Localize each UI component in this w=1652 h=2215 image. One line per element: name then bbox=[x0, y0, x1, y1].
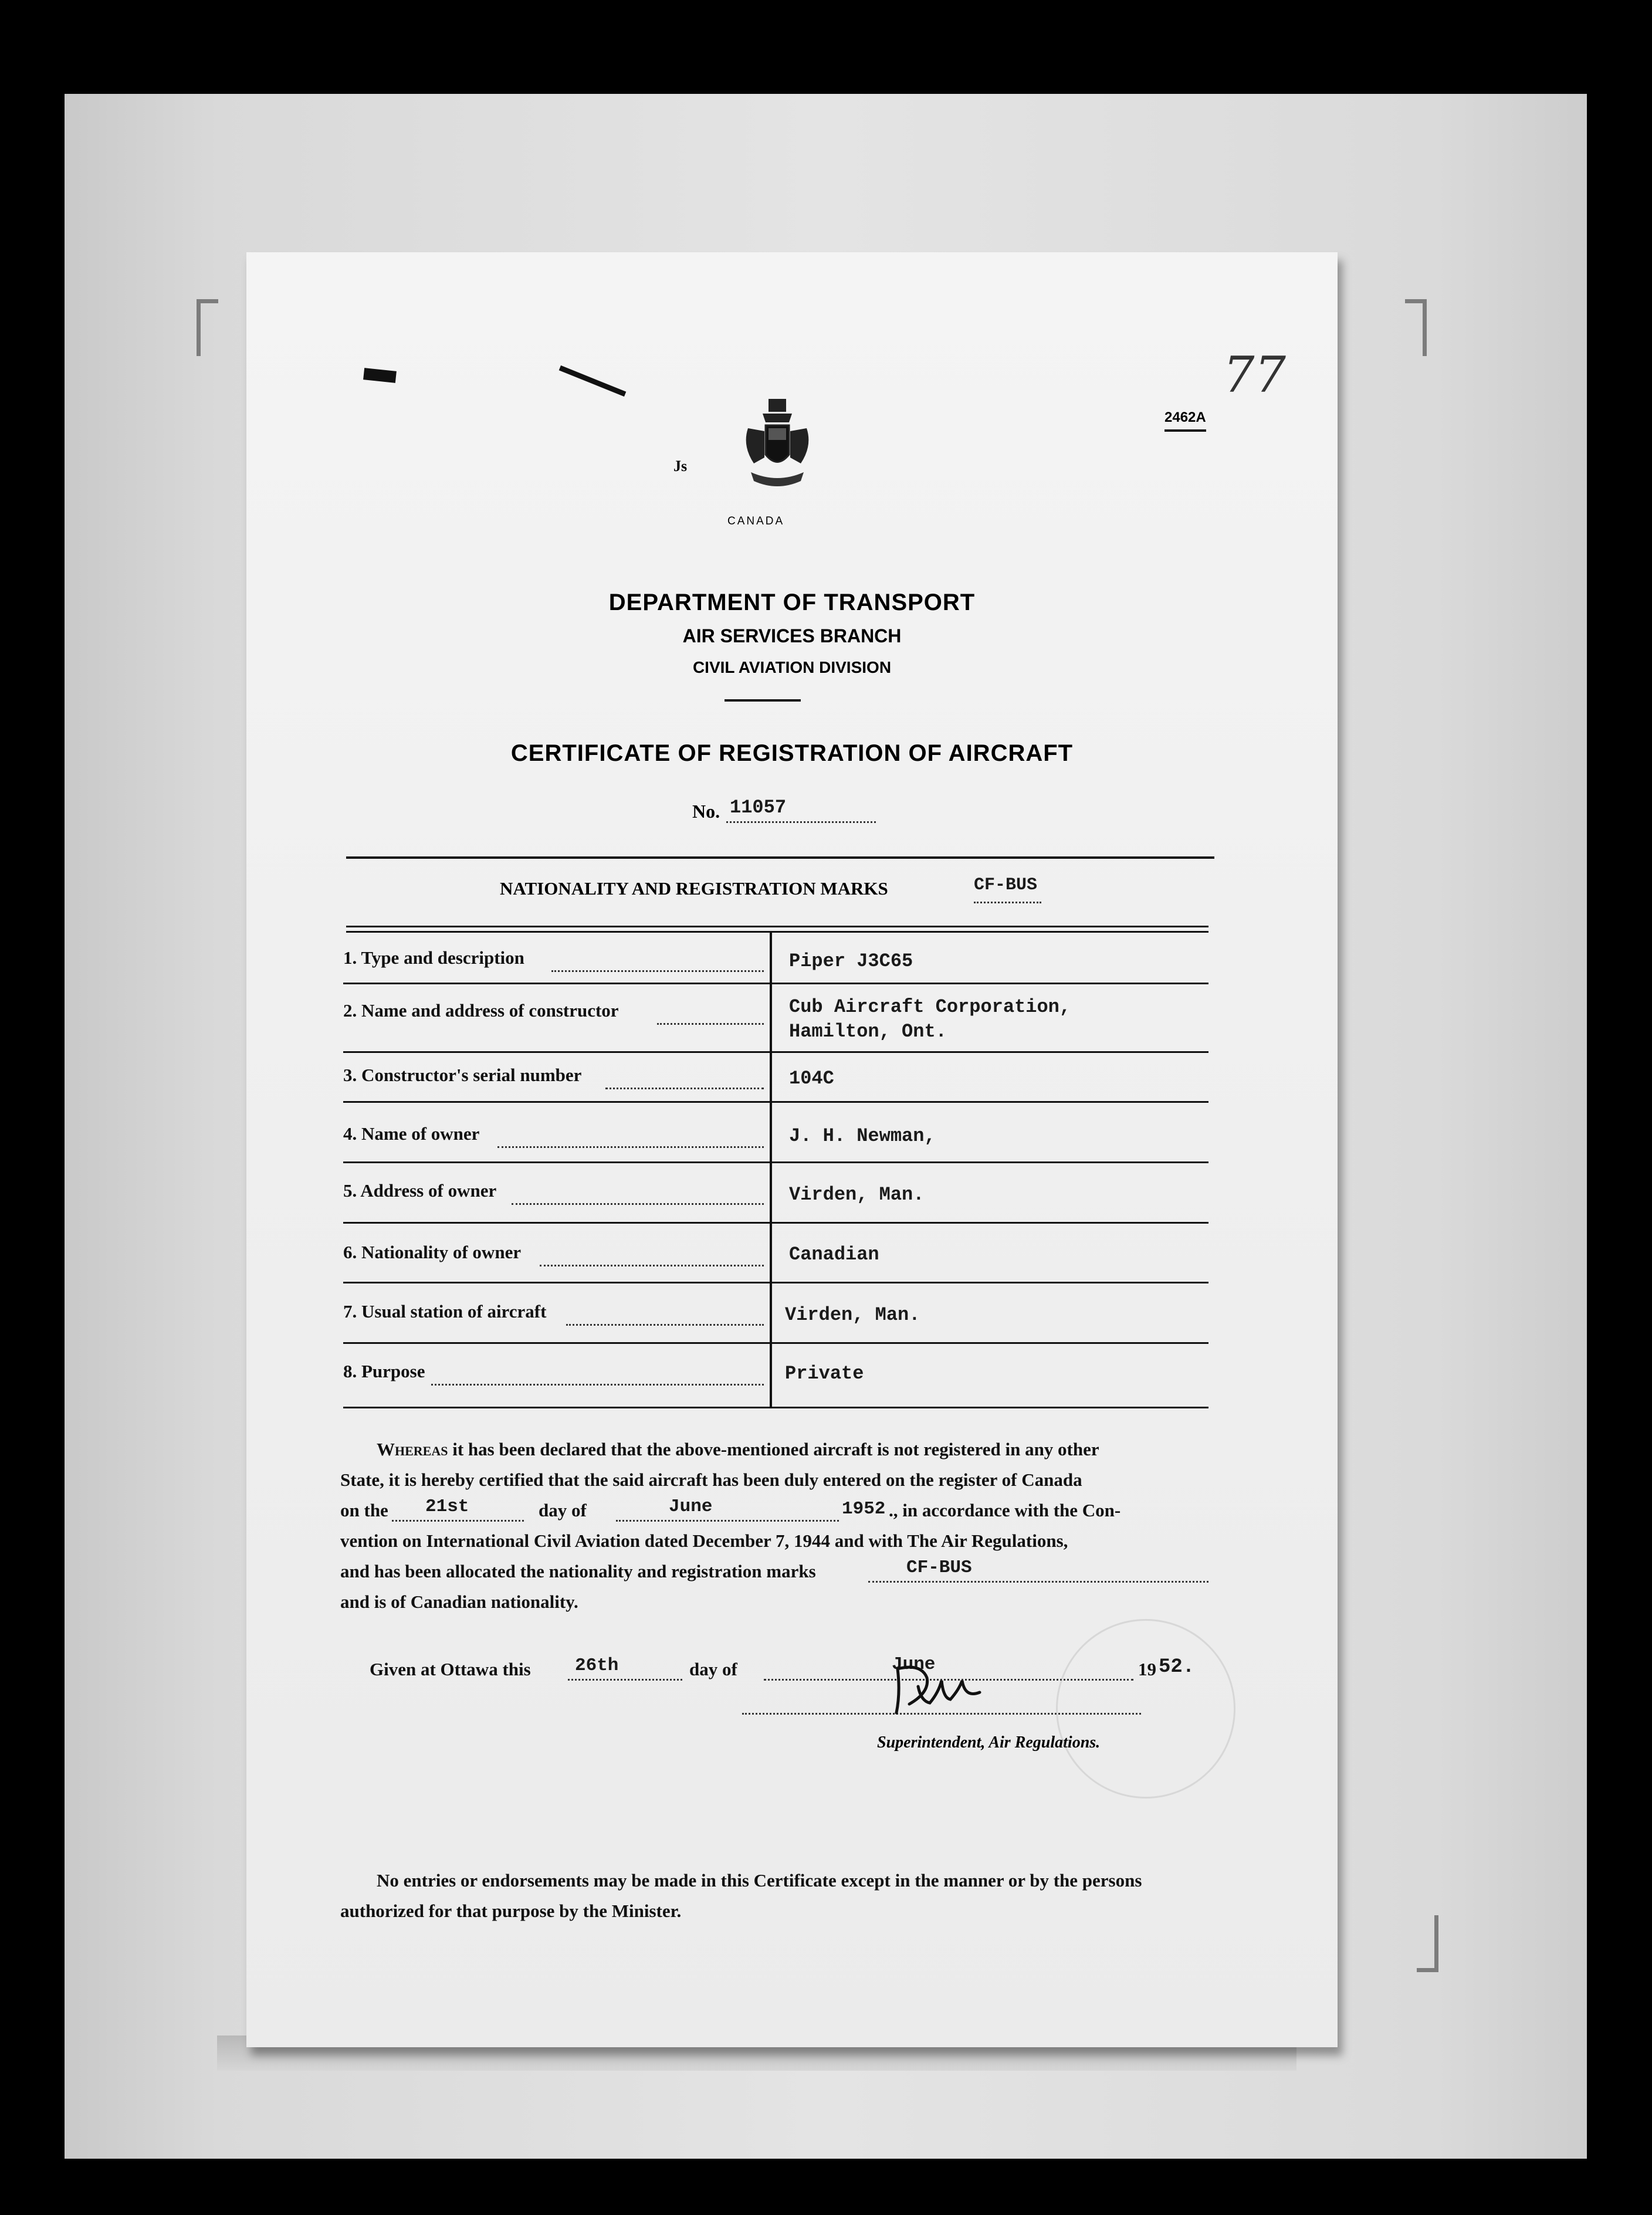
given-year-prefix: 19 bbox=[1138, 1659, 1156, 1679]
certificate-title: CERTIFICATE OF REGISTRATION OF AIRCRAFT bbox=[510, 740, 1074, 766]
table-column-divider bbox=[770, 933, 772, 1408]
row-rule-2 bbox=[343, 1051, 1208, 1053]
crop-mark-top-left bbox=[197, 299, 218, 356]
whereas-line-3 bbox=[340, 1495, 1208, 1526]
given-year-value: 52. bbox=[1159, 1656, 1195, 1678]
whereas-marks-value: CF-BUS bbox=[906, 1557, 972, 1578]
whereas-line-1: it has been declared that the above-mentioned aircraft is not registered in any other bbox=[452, 1439, 1099, 1459]
whereas-year-value: 1952 bbox=[842, 1499, 886, 1519]
row-rule-7 bbox=[343, 1342, 1208, 1344]
field-value-constructor: Cub Aircraft Corporation, bbox=[789, 996, 1071, 1018]
whereas-lead: Whereas bbox=[377, 1439, 448, 1459]
field-value-owner-name: J. H. Newman, bbox=[789, 1125, 936, 1147]
field-label-purpose: 8. Purpose bbox=[343, 1361, 425, 1381]
whereas-month-line bbox=[616, 1501, 839, 1522]
table-rule-1 bbox=[346, 926, 1208, 927]
stray-mark-2 bbox=[559, 365, 627, 397]
row-rule-6 bbox=[343, 1282, 1208, 1283]
whereas-line-5-text: and has been allocated the nationality and registration marks bbox=[340, 1561, 816, 1581]
handwritten-signature-icon bbox=[886, 1657, 991, 1722]
field-value-type: Piper J3C65 bbox=[789, 950, 913, 972]
whereas-line-6: and is of Canadian nationality. bbox=[340, 1591, 578, 1612]
footer-line-1: No entries or endorsements may be made in this Certificate except in the manner or by the persons bbox=[377, 1870, 1142, 1891]
row-rule-5 bbox=[343, 1222, 1208, 1224]
footer-note bbox=[340, 1865, 1208, 1926]
given-prefix: Given at Ottawa this bbox=[370, 1659, 531, 1679]
whereas-on-the: on the bbox=[340, 1500, 388, 1520]
field-value-serial: 104C bbox=[789, 1068, 834, 1089]
row-rule-4 bbox=[343, 1161, 1208, 1163]
whereas-line-2: State, it is hereby certified that the said aircraft has been duly entered on the register of Canada bbox=[340, 1469, 1082, 1490]
stray-mark-1 bbox=[363, 368, 397, 383]
certificate-number-value: 11057 bbox=[730, 797, 787, 818]
heading-divider bbox=[725, 699, 801, 702]
field-label-serial: 3. Constructor's serial number bbox=[343, 1065, 582, 1085]
given-day-of: day of bbox=[689, 1659, 737, 1679]
whereas-paragraph bbox=[340, 1434, 1208, 1617]
field-leader-serial bbox=[605, 1068, 764, 1089]
marks-label: NATIONALITY AND REGISTRATION MARKS bbox=[500, 878, 888, 899]
division-heading: CIVIL AVIATION DIVISION bbox=[692, 658, 892, 676]
certificate-number-label: No. bbox=[692, 801, 720, 822]
crop-mark-bottom-right bbox=[1417, 1915, 1438, 1972]
given-day-value: 26th bbox=[575, 1655, 619, 1676]
field-value-nationality: Canadian bbox=[789, 1244, 879, 1265]
whereas-line-5 bbox=[340, 1556, 1208, 1587]
certificate-page bbox=[246, 252, 1338, 2047]
embossed-seal bbox=[1056, 1619, 1235, 1799]
marks-value: CF-BUS bbox=[974, 875, 1038, 895]
field-label-owner-name: 4. Name of owner bbox=[343, 1123, 480, 1144]
table-rule-2 bbox=[346, 931, 1208, 933]
given-month-value: June bbox=[892, 1654, 936, 1675]
field-leader-owner-address bbox=[512, 1183, 764, 1205]
crest-caption: CANADA bbox=[727, 515, 785, 527]
form-number: 2462A bbox=[1164, 409, 1206, 432]
whereas-line-4: vention on International Civil Aviation dated December 7, 1944 and with The Air Regulations, bbox=[340, 1530, 1068, 1551]
field-leader-nationality bbox=[540, 1245, 764, 1266]
field-value-owner-address: Virden, Man. bbox=[789, 1184, 925, 1205]
field-label-constructor: 2. Name and address of constructor bbox=[343, 1000, 619, 1021]
crop-mark-top-right bbox=[1405, 299, 1427, 356]
field-value-station: Virden, Man. bbox=[785, 1304, 920, 1326]
field-leader-station bbox=[566, 1304, 764, 1326]
handwritten-page-number: 77 bbox=[1223, 346, 1286, 404]
field-label-station: 7. Usual station of aircraft bbox=[343, 1301, 547, 1322]
field-leader-constructor bbox=[657, 1003, 764, 1025]
canada-coat-of-arms-icon bbox=[742, 399, 813, 499]
field-value-constructor-address: Hamilton, Ont. bbox=[789, 1021, 947, 1042]
whereas-line-3-tail: ., in accordance with the Con- bbox=[889, 1500, 1121, 1520]
whereas-month-value: June bbox=[669, 1496, 713, 1517]
whereas-day-of: day of bbox=[539, 1500, 587, 1520]
row-rule-1 bbox=[343, 983, 1208, 984]
field-leader-owner-name bbox=[497, 1126, 764, 1148]
field-label-nationality: 6. Nationality of owner bbox=[343, 1242, 522, 1262]
signature-title: Superintendent, Air Regulations. bbox=[877, 1733, 1101, 1752]
row-rule-3 bbox=[343, 1101, 1208, 1103]
whereas-day-value: 21st bbox=[425, 1496, 469, 1517]
field-value-purpose: Private bbox=[785, 1363, 864, 1384]
branch-heading: AIR SERVICES BRANCH bbox=[682, 625, 902, 646]
department-heading: DEPARTMENT OF TRANSPORT bbox=[608, 590, 976, 615]
field-leader-purpose bbox=[431, 1364, 764, 1386]
field-label-type: 1. Type and description bbox=[343, 947, 524, 968]
footer-line-2: authorized for that purpose by the Minister. bbox=[340, 1901, 682, 1921]
field-label-owner-address: 5. Address of owner bbox=[343, 1180, 497, 1201]
row-rule-8 bbox=[343, 1407, 1208, 1408]
rule-top bbox=[346, 856, 1214, 859]
stray-initials: Js bbox=[673, 458, 688, 475]
field-leader-type bbox=[551, 950, 764, 972]
